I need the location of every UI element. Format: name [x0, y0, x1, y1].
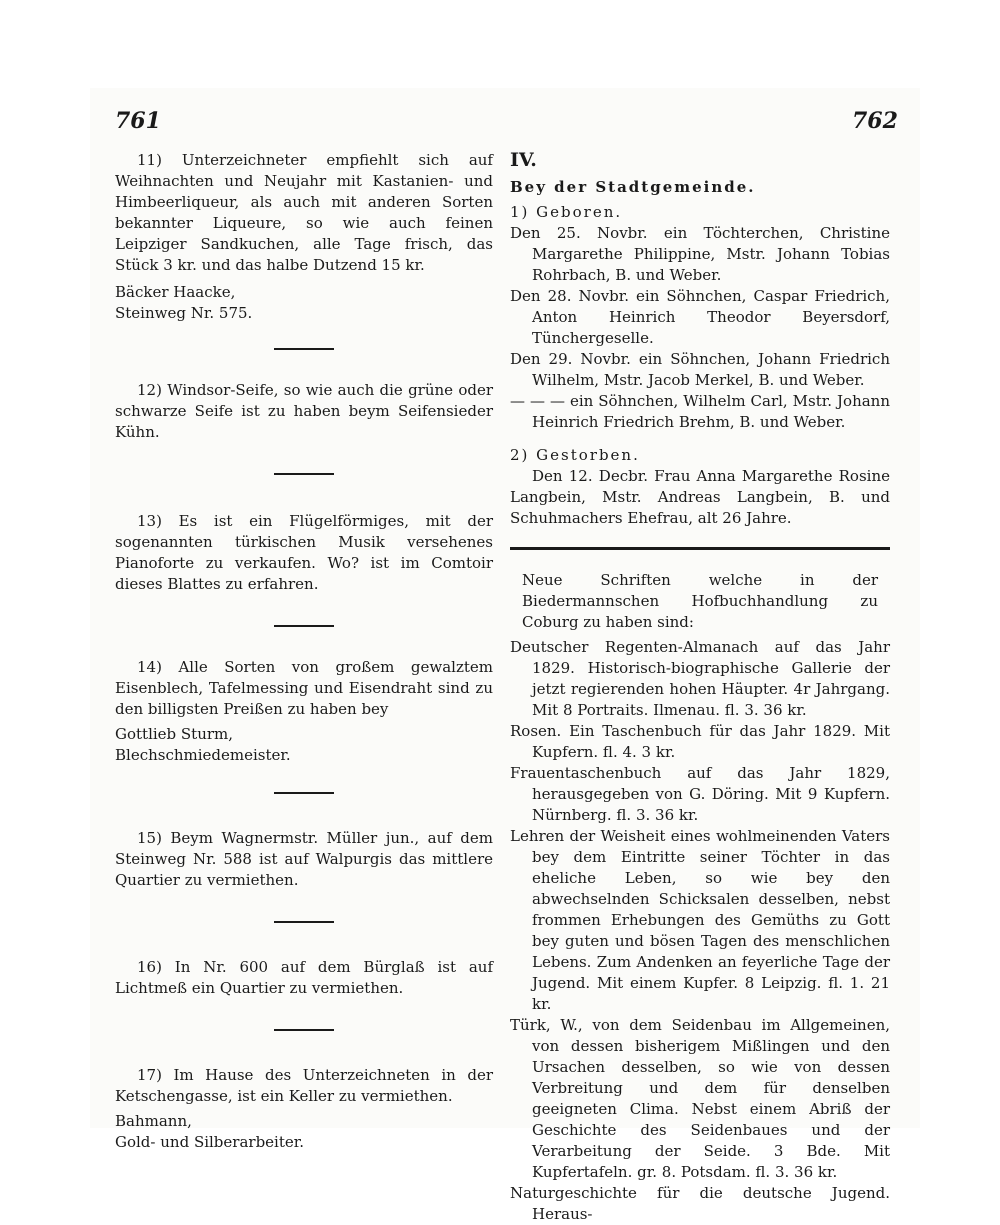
separator-rule — [274, 921, 334, 923]
births-subheading: 1) Geboren. — [510, 203, 623, 221]
notice-14-signature-title: Blechschmiedemeister. — [115, 746, 291, 764]
notice-12: 12) Windsor-Seife, so wie auch die grüne oder schwarze Seife ist zu haben beym Seifensieder Kühn. — [115, 381, 493, 441]
page-number-left: 761 — [115, 108, 161, 134]
notice-17-signature-name: Bahmann, — [115, 1112, 192, 1130]
separator-rule — [274, 1029, 334, 1031]
death-entry: Den 12. Decbr. Frau Anna Margarethe Rosine Langbein, Mstr. Andreas Langbein, B. und Schuhmachers Ehefrau, alt 26 Jahre. — [510, 467, 890, 527]
separator-rule — [274, 792, 334, 794]
section-divider — [510, 547, 890, 550]
notice-13: 13) Es ist ein Flügelförmiges, mit der sogenannten türkischen Musik versehenes Pianoforte zu verkaufen. Wo? ist im Comtoir dieses Blattes zu erfahren. — [115, 512, 493, 593]
notice-17-signature-title: Gold- und Silberarbeiter. — [115, 1133, 305, 1151]
notice-14: 14) Alle Sorten von großem gewalztem Eisenblech, Tafelmessing und Eisendraht sind zu den billigsten Preißen zu haben bey — [115, 658, 493, 718]
birth-entry: Den 25. Novbr. ein Töchterchen, Christine Margarethe Philippine, Mstr. Johann Tobias Rohrbach, B. und Weber. — [510, 224, 890, 284]
book-entry: Naturgeschichte für die deutsche Jugend. Heraus- — [510, 1184, 890, 1223]
notice-15: 15) Beym Wagnermstr. Müller jun., auf dem Steinweg Nr. 588 ist auf Walpurgis das mittlere Quartier zu vermiethen. — [115, 829, 493, 889]
separator-rule — [274, 473, 334, 475]
birth-entry: Den 29. Novbr. ein Söhnchen, Johann Friedrich Wilhelm, Mstr. Jacob Merkel, B. und Weber. — [510, 350, 890, 389]
page-number-right: 762 — [852, 108, 898, 134]
notice-11-signature-address: Steinweg Nr. 575. — [115, 304, 253, 322]
section-roman-numeral: IV. — [510, 149, 537, 171]
right-column — [510, 150, 890, 1225]
notice-16: 16) In Nr. 600 auf dem Bürglaß ist auf Lichtmeß ein Quartier zu vermiethen. — [115, 958, 493, 997]
notice-14-signature-name: Gottlieb Sturm, — [115, 725, 234, 743]
birth-entry: Den 28. Novbr. ein Söhnchen, Caspar Friedrich, Anton Heinrich Theodor Beyersdorf, Tünchergeselle. — [510, 287, 890, 347]
deaths-subheading: 2) Gestorben. — [510, 446, 640, 464]
notice-11-signature-name: Bäcker Haacke, — [115, 283, 236, 301]
book-entry: Lehren der Weisheit eines wohlmeinenden Vaters bey dem Eintritte seiner Töchter in das eheliche Leben, so wie bey den abwechselnden Schicksalen desselben, nebst frommen Erhebungen des Gemüths zu Gott bey guten und bösen Tagen des menschlichen Lebens. Zum Andenken an feyerliche Tage der Jugend. Mit einem Kupfer. 8 Leipzig. fl. 1. 21 kr. — [510, 827, 890, 1013]
book-entry: Frauentaschenbuch auf das Jahr 1829, herausgegeben von G. Döring. Mit 9 Kupfern. Nürnberg. fl. 3. 36 kr. — [510, 764, 890, 824]
book-entry: Deutscher Regenten-Almanach auf das Jahr 1829. Historisch-biographische Gallerie der jetzt regierenden hohen Häupter. 4r Jahrgang. Mit 8 Portraits. Ilmenau. fl. 3. 36 kr. — [510, 638, 890, 719]
book-entry: Türk, W., von dem Seidenbau im Allgemeinen, von dessen bisherigem Mißlingen und den Ursachen desselben, so wie von dessen Verbreitung und dem für denselben geeigneten Clima. Nebst einem Abriß der Geschichte des Seidenbaues und der Verarbeitung der Seide. 3 Bde. Mit Kupfertafeln. gr. 8. Potsdam. fl. 3. 36 kr. — [510, 1016, 890, 1181]
section-heading: Bey der Stadtgemeinde. — [510, 178, 756, 196]
book-entry: Rosen. Ein Taschenbuch für das Jahr 1829. Mit Kupfern. fl. 4. 3 kr. — [510, 722, 890, 761]
notice-11: 11) Unterzeichneter empfiehlt sich auf Weihnachten und Neujahr mit Kastanien- und Himbeerliqueur, als auch mit anderen Sorten bekannter Liqueure, so wie auch feinen Leipziger Sandkuchen, alle Tage frisch, das Stück 3 kr. und das halbe Dutzend 15 kr. — [115, 151, 493, 274]
separator-rule — [274, 348, 334, 350]
left-column — [115, 150, 493, 1153]
notice-17: 17) Im Hause des Unterzeichneten in der Ketschengasse, ist ein Keller zu vermiethen. — [115, 1066, 493, 1105]
books-heading: Neue Schriften welche in der Biedermannschen Hofbuchhandlung zu Coburg zu haben sind: — [522, 571, 878, 631]
separator-rule — [274, 625, 334, 627]
birth-entry: — — — ein Söhnchen, Wilhelm Carl, Mstr. Johann Heinrich Friedrich Brehm, B. und Weber. — [510, 392, 890, 431]
